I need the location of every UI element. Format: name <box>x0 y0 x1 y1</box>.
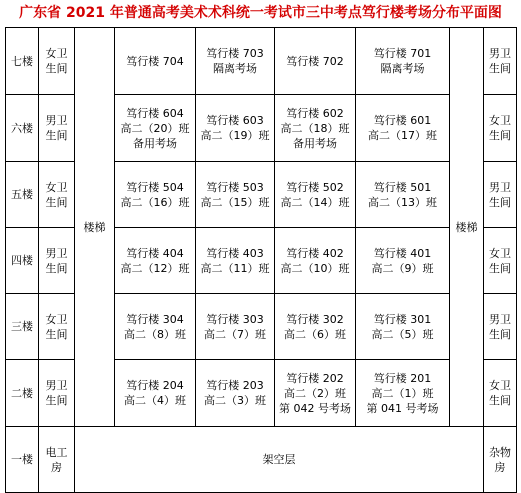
exam-room <box>356 95 450 162</box>
floor-label: 二楼 <box>6 360 39 427</box>
exam-room-line: 高二（13）班 <box>368 195 437 209</box>
exam-room <box>275 228 356 294</box>
exam-room <box>275 162 356 228</box>
left-facility-line: 生间 <box>45 394 68 407</box>
left-facility-line: 女卫 <box>45 312 68 326</box>
left-facility-line: 女卫 <box>45 180 68 194</box>
exam-room-line: 隔离考场 <box>380 62 425 75</box>
exam-room <box>115 360 196 427</box>
exam-room-line: 高二（6）班 <box>284 327 346 341</box>
exam-room-line: 高二（19）班 <box>200 129 270 142</box>
exam-room <box>196 95 275 162</box>
exam-room <box>356 294 450 360</box>
exam-room-line: 笃行楼 603 <box>206 114 264 127</box>
exam-room-line: 高二（14）班 <box>280 195 350 209</box>
right-facility <box>484 294 517 360</box>
exam-room-line: 高二（10）班 <box>280 261 350 275</box>
exam-room <box>196 360 275 427</box>
exam-room-line: 高二（5）班 <box>371 327 434 341</box>
exam-room-line: 高二（11）班 <box>200 261 270 275</box>
stairs-left: 楼梯 <box>75 28 115 427</box>
exam-room-line: 高二（12）班 <box>120 261 190 275</box>
right-facility-line: 生间 <box>489 62 511 75</box>
exam-room <box>196 228 275 294</box>
exam-room-line: 高二（3）班 <box>204 394 266 407</box>
exam-room-line: 笃行楼 401 <box>373 246 432 260</box>
exam-room-line: 高二（2）班 <box>284 386 346 400</box>
exam-room-line: 笃行楼 203 <box>206 379 264 392</box>
right-facility <box>484 162 517 228</box>
left-facility-line: 男卫 <box>45 246 68 260</box>
stairs-right: 楼梯 <box>450 28 484 427</box>
exam-room-line: 笃行楼 602 <box>286 106 344 120</box>
left-facility-line: 生间 <box>45 129 68 142</box>
exam-room-line: 高二（9）班 <box>371 261 434 275</box>
exam-room <box>115 228 196 294</box>
exam-room-line: 笃行楼 204 <box>126 379 184 392</box>
exam-room-line: 笃行楼 504 <box>126 180 184 194</box>
left-facility <box>39 427 75 493</box>
exam-room-line: 高二（20）班 <box>120 121 190 135</box>
floor-label: 一楼 <box>6 427 39 493</box>
right-facility-line: 女卫 <box>489 379 511 392</box>
left-facility <box>39 228 75 294</box>
exam-room-line: 笃行楼 304 <box>126 312 184 326</box>
floor-label: 七楼 <box>6 28 39 95</box>
exam-room <box>275 360 356 427</box>
right-facility <box>484 228 517 294</box>
left-facility-line: 生间 <box>45 62 68 75</box>
exam-room <box>196 162 275 228</box>
exam-room-line: 笃行楼 201 <box>373 371 432 385</box>
exam-room <box>275 294 356 360</box>
exam-room <box>356 162 450 228</box>
exam-room <box>275 95 356 162</box>
exam-room-line: 笃行楼 303 <box>206 312 264 326</box>
exam-room <box>115 95 196 162</box>
exam-room <box>356 228 450 294</box>
exam-room-line: 笃行楼 702 <box>286 54 344 68</box>
left-facility <box>39 162 75 228</box>
right-facility-line: 男卫 <box>489 180 511 194</box>
exam-room-line: 第 042 号考场 <box>279 401 351 415</box>
right-facility-line: 房 <box>494 460 506 474</box>
exam-room-line: 高二（17）班 <box>368 129 437 142</box>
exam-room <box>196 28 275 95</box>
left-facility <box>39 360 75 427</box>
exam-room <box>115 162 196 228</box>
right-facility-line: 男卫 <box>489 312 511 326</box>
left-facility-line: 男卫 <box>45 114 68 127</box>
right-facility-line: 生间 <box>489 394 511 407</box>
floor-label: 五楼 <box>6 162 39 228</box>
exam-room-line: 笃行楼 604 <box>126 106 184 120</box>
exam-room-line: 高二（8）班 <box>124 327 186 341</box>
exam-room-line: 高二（18）班 <box>280 121 350 135</box>
floor-row <box>6 427 517 493</box>
page-title: 广东省 2021 年普通高考美术术科统一考试市三中考点笃行楼考场分布平面图 <box>19 5 502 21</box>
exam-room-line: 笃行楼 301 <box>373 312 432 326</box>
exam-room <box>115 294 196 360</box>
exam-room-line: 笃行楼 501 <box>373 180 432 194</box>
exam-room <box>356 28 450 95</box>
left-facility-line: 电工 <box>45 445 68 459</box>
right-facility-line: 生间 <box>489 195 511 209</box>
left-facility <box>39 28 75 95</box>
floor-row <box>6 28 517 95</box>
left-facility-line: 生间 <box>45 327 68 341</box>
left-facility-line: 生间 <box>45 195 68 209</box>
exam-room-line: 笃行楼 703 <box>206 47 264 60</box>
exam-room-line: 高二（15）班 <box>200 195 270 209</box>
floor-label: 三楼 <box>6 294 39 360</box>
exam-room-line: 笃行楼 402 <box>286 246 344 260</box>
left-facility <box>39 95 75 162</box>
right-facility <box>484 28 517 95</box>
floor-label: 四楼 <box>6 228 39 294</box>
ground-open-area: 架空层 <box>75 427 484 493</box>
exam-room-line: 隔离考场 <box>213 62 257 75</box>
exam-room <box>196 294 275 360</box>
right-facility-line: 女卫 <box>489 246 511 260</box>
exam-room-line: 笃行楼 601 <box>373 114 432 127</box>
exam-room <box>356 360 450 427</box>
exam-room-line: 备用考场 <box>293 136 337 150</box>
right-facility-line: 生间 <box>489 261 511 275</box>
left-facility-line: 女卫 <box>45 47 68 60</box>
right-facility-line: 男卫 <box>489 47 511 60</box>
left-facility-line: 房 <box>51 460 62 474</box>
right-facility-line: 生间 <box>489 129 511 142</box>
exam-room-line: 备用考场 <box>133 136 177 150</box>
exam-room-line: 笃行楼 704 <box>126 54 184 68</box>
floor-label: 六楼 <box>6 95 39 162</box>
exam-room-line: 高二（4）班 <box>124 394 186 407</box>
right-facility <box>484 427 517 493</box>
left-facility <box>39 294 75 360</box>
exam-room-line: 笃行楼 403 <box>206 246 264 260</box>
exam-room-line: 高二（16）班 <box>120 195 190 209</box>
exam-room <box>275 28 356 95</box>
floor-plan-table <box>5 27 517 493</box>
left-facility-line: 男卫 <box>45 379 68 392</box>
exam-room-line: 笃行楼 302 <box>286 312 344 326</box>
right-facility-line: 生间 <box>489 327 511 341</box>
right-facility-line: 女卫 <box>489 114 511 127</box>
exam-room-line: 笃行楼 202 <box>286 371 344 385</box>
exam-room-line: 高二（7）班 <box>204 327 266 341</box>
exam-room-line: 笃行楼 701 <box>373 47 432 60</box>
exam-room-line: 高二（1）班 <box>371 386 434 400</box>
exam-room-line: 笃行楼 502 <box>286 180 344 194</box>
right-facility <box>484 95 517 162</box>
exam-room-line: 笃行楼 503 <box>206 180 264 194</box>
exam-room <box>115 28 196 95</box>
right-facility <box>484 360 517 427</box>
exam-room-line: 第 041 号考场 <box>366 401 439 415</box>
right-facility-line: 杂物 <box>489 445 511 459</box>
exam-room-line: 笃行楼 404 <box>126 246 184 260</box>
left-facility-line: 生间 <box>45 261 68 275</box>
